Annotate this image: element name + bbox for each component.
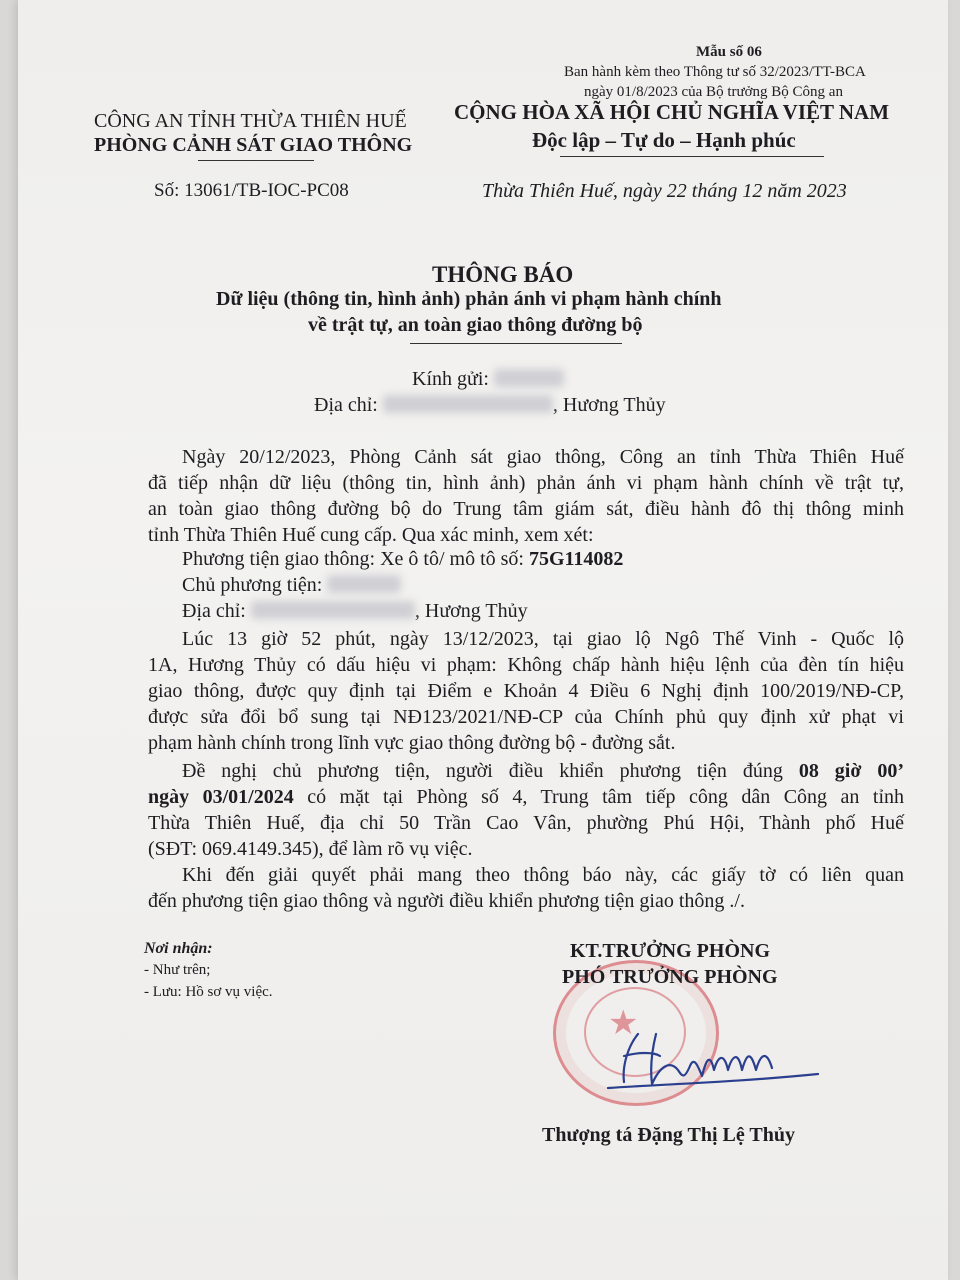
recipient-address-district: , Hương Thủy (552, 394, 666, 416)
license-plate: 75G114082 (528, 548, 624, 570)
recipients-title: Nơi nhận: (144, 940, 213, 957)
document-number: Số: 13061/TB-IOC-PC08 (154, 180, 349, 201)
recipient-address-line (314, 394, 666, 420)
owner-address-line (182, 600, 528, 626)
national-motto: Độc lập – Tự do – Hạnh phúc (532, 128, 796, 152)
owner-label: Chủ phương tiện: (182, 574, 323, 596)
handwritten-signature (598, 1026, 838, 1096)
vehicle-label: Phương tiện giao thông: Xe ô tô/ mô tô số: (182, 548, 529, 570)
para-1-line-4: tỉnh Thừa Thiên Huế cung cấp. Qua xác minh, xem xét: (148, 524, 594, 546)
para-3-line-4: (SĐT: 069.4149.345), để làm rõ vụ việc. (148, 838, 473, 860)
para-3-line-2-text: có mặt tại Phòng số 4, Trung tâm tiếp công dân Công an tỉnh (293, 786, 904, 808)
issued-by-line-1: Ban hành kèm theo Thông tư số 32/2023/TT-BCA (564, 64, 866, 80)
issued-by-line-2: ngày 01/8/2023 của Bộ trưởng Bộ Công an (584, 84, 843, 100)
seal-star-icon: ★ (608, 1003, 639, 1043)
redacted-recipient-name (494, 369, 564, 387)
recipient-address-label: Địa chỉ: (314, 394, 378, 416)
redacted-owner-name (327, 575, 401, 593)
document-title: THÔNG BÁO (432, 262, 574, 287)
form-number: Mẫu số 06 (696, 44, 762, 60)
para-4-line-2: đến phương tiện giao thông và người điều khiển phương tiện giao thông ./. (148, 890, 745, 912)
department-underline (198, 160, 314, 161)
para-2-line-2: 1A, Hương Thủy có dấu hiệu vi phạm: Không chấp hành hiệu lệnh của đèn tín hiệu (148, 654, 904, 676)
subtitle-underline (410, 343, 622, 344)
owner-address-district: , Hương Thủy (414, 600, 528, 622)
national-title: CỘNG HÒA XÃ HỘI CHỦ NGHĨA VIỆT NAM (454, 100, 890, 124)
owner-line (182, 574, 401, 600)
document-subtitle-line-2: về trật tự, an toàn giao thông đường bộ (308, 314, 643, 336)
signature-title-2: PHÓ TRƯỞNG PHÒNG (562, 966, 778, 988)
para-3-line-2 (148, 784, 904, 810)
redacted-owner-address (251, 601, 415, 619)
recipient-item-2: - Lưu: Hồ sơ vụ việc. (144, 984, 273, 1000)
redacted-recipient-address (383, 395, 553, 413)
signer-name: Thượng tá Đặng Thị Lệ Thủy (542, 1124, 795, 1146)
para-3-line-3: Thừa Thiên Huế, địa chỉ 50 Trần Cao Vân, phường Phú Hội, Thành phố Huế (148, 812, 904, 834)
appointment-date: ngày 03/01/2024 (148, 786, 294, 808)
para-1-line-3: an toàn giao thông đường bộ do Trung tâm giám sát, điều hành đô thị thông minh (148, 498, 904, 520)
para-2-line-3: giao thông, được quy định tại Điểm e Khoản 4 Điều 6 Nghị định 100/2019/NĐ-CP, (148, 680, 904, 702)
para-3-line-1-text: Đề nghị chủ phương tiện, người điều khiển phương tiện đúng (182, 760, 799, 782)
recipient-line (412, 368, 564, 394)
signature-title-1: KT.TRƯỞNG PHÒNG (570, 940, 770, 962)
para-1-line-1: Ngày 20/12/2023, Phòng Cảnh sát giao thông, Công an tỉnh Thừa Thiên Huế (182, 446, 904, 468)
para-2-line-5: phạm hành chính trong lĩnh vực giao thông đường bộ - đường sắt. (148, 732, 676, 754)
document-page (18, 0, 948, 1280)
para-2-line-1: Lúc 13 giờ 52 phút, ngày 13/12/2023, tại giao lộ Ngô Thế Vinh - Quốc lộ (182, 628, 904, 650)
recipient-item-1: - Như trên; (144, 962, 211, 978)
owner-address-label: Địa chỉ: (182, 600, 246, 622)
vehicle-line (182, 548, 623, 574)
issuing-agency: CÔNG AN TỈNH THỪA THIÊN HUẾ (94, 110, 407, 132)
para-2-line-4: được sửa đổi bổ sung tại NĐ123/2021/NĐ-CP của Chính phủ quy định xử phạt vi (148, 706, 904, 728)
para-4-line-1: Khi đến giải quyết phải mang theo thông báo này, các giấy tờ có liên quan (182, 864, 904, 886)
para-3-line-1 (182, 758, 904, 784)
issuing-department: PHÒNG CẢNH SÁT GIAO THÔNG (94, 134, 413, 156)
motto-underline (560, 156, 824, 157)
appointment-time: 08 giờ 00’ (798, 760, 904, 782)
recipient-label: Kính gửi: (412, 368, 489, 390)
place-and-date: Thừa Thiên Huế, ngày 22 tháng 12 năm 2023 (482, 180, 847, 202)
para-1-line-2: đã tiếp nhận dữ liệu (thông tin, hình ảnh) phản ánh vi phạm hành chính về trật tự, (148, 472, 904, 494)
document-subtitle-line-1: Dữ liệu (thông tin, hình ảnh) phản ánh vi phạm hành chính (216, 288, 722, 310)
